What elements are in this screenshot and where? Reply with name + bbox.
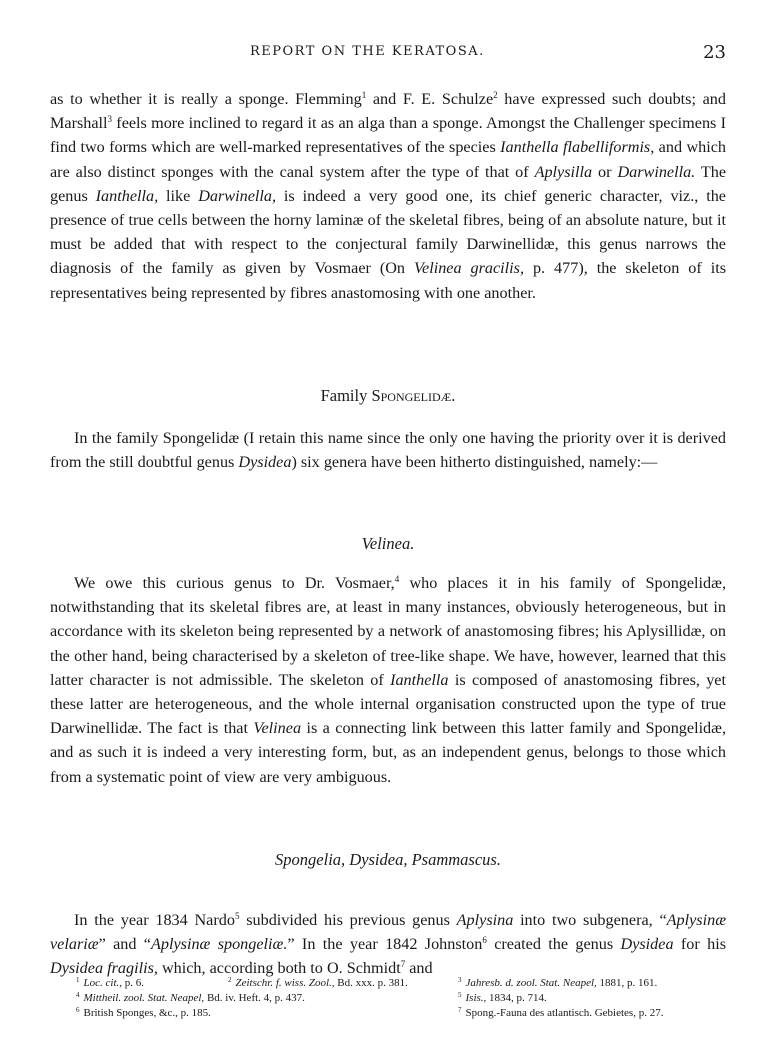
- footnote-1: $^1$ Loc. cit., p. 6.: [76, 976, 144, 989]
- footnote-2: $^2$ Zeitschr. f. wiss. Zool., Bd. xxx. p. 381.: [228, 976, 408, 989]
- footnote-row: [76, 976, 736, 991]
- footnote-3: $^3$ Jahresb. d. zool. Stat. Neapel, 1881, p. 161.: [458, 976, 658, 989]
- footnote-4: $^4$ Mittheil. zool. Stat. Neapel, Bd. iv. Heft. 4, p. 437.: [76, 991, 305, 1004]
- footnote-ref-4[interactable]: 4: [394, 574, 400, 584]
- footnote-ref-5[interactable]: 5: [234, 911, 240, 921]
- footnote-row: [76, 991, 736, 1006]
- footnote-ref-3[interactable]: 3: [107, 114, 113, 125]
- paragraph-spongelidae: In the family Spongelidæ (I retain this name since the only one having the priority over it is derived from the still doubtful genus Dysidea) six genera have been hitherto distinguished, namely:—: [50, 429, 726, 472]
- section-heading-spongelidae: Family Spongelidæ.: [320, 386, 456, 405]
- footnote-ref-2[interactable]: 2: [493, 90, 498, 100]
- footnote-5: $^5$ Isis., 1834, p. 714.: [458, 991, 547, 1004]
- footnote-ref-1[interactable]: 1: [361, 90, 367, 100]
- section-heading-spongelia: Spongelia, Dysidea, Psammascus.: [275, 850, 501, 869]
- footnote-ref-7[interactable]: 7: [400, 959, 406, 970]
- paragraph-velinea: We owe this curious genus to Dr. Vosmaer,$^4$ who places it in his family of Spongelidæ, notwithstanding that its skeletal fibres are, at least in many instances, obviously heterogeneous, but in accordance with its skeleton being represented by a network of anastomosing fibres; his Aplysillidæ, on the other hand, being characterised by a skeleton of tree-like shape. We have, however, learned that this latter character is not admissible. The skeleton of Ianthella is composed of anastomosing fibres, yet these latter are heterogeneous, and the whole internal organisation constructed upon the type of true Darwinellidæ. The fact is that Velinea is a connecting link between this latter family and Spongelidæ, and as such it is indeed a very interesting form, but, as an independent genus, belongs to those which from a systematic point of view are very ambiguous.: [50, 574, 726, 786]
- footnote-7: $^7$ Spong.-Fauna des atlantisch. Gebietes, p. 27.: [458, 1006, 664, 1019]
- page-number: 23: [703, 42, 726, 63]
- running-title: REPORT ON THE KERATOSA.: [250, 44, 485, 59]
- footnote-row: [76, 1006, 736, 1021]
- paragraph-spongelia: In the year 1834 Nardo$^5$ subdivided his previous genus Aplysina into two subgenera, “Aplysinæ velariæ” and “Aplysinæ spongeliæ.” In the year 1842 Johnston$^6$ created the genus Dysidea for his Dysidea fragilis, which, according both to O. Schmidt$^7$ and: [50, 911, 726, 978]
- section-heading-velinea: Velinea.: [361, 534, 415, 553]
- paragraph-ianthella: as to whether it is really a sponge. Flemming$^1$ and F. E. Schulze$^2$ have expressed such doubts; and Marshall$^3$ feels more inclined to regard it as an alga than a sponge. Amongst the Challenger specimens I find two forms which are well-marked representatives of the species Ianthella flabelliformis, and which are also distinct sponges with the canal system after the type of that of Aplysilla or Darwinella. The genus Ianthella, like Darwinella, is indeed a very good one, its chief generic character, viz., the presence of true cells between the horny laminæ of the skeletal fibres, being of an absolute nature, but it must be added that with respect to the conjectural family Darwinellidæ, this genus narrows the diagnosis of the family as given by Vosmaer (On Velinea gracilis, p. 477), the skeleton of its representatives being represented by fibres anastomosing with one another.: [50, 90, 727, 302]
- footnote-ref-6[interactable]: 6: [482, 935, 487, 946]
- footnote-6: $^6$ British Sponges, &c., p. 185.: [76, 1006, 211, 1019]
- footnotes: [76, 976, 736, 1021]
